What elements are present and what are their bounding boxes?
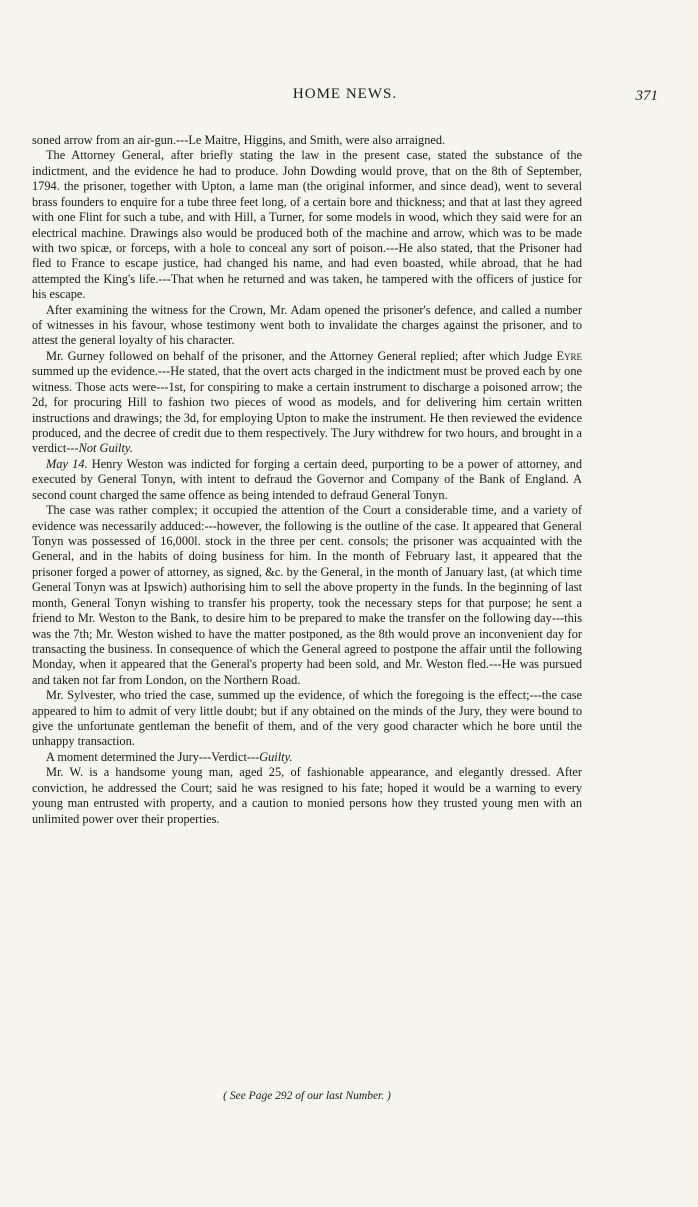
paragraph-1: soned arrow from an air-gun.---Le Maitre, Higgins, and Smith, were also arraigned.	[32, 133, 446, 147]
paragraph-4	[32, 349, 582, 457]
paragraph-4-part-2: summed up the evidence.---He stated, that the overt acts charged in the indictment must be proved each by one witness. Those acts were---1st, for conspiring to make a certain instrument to discharge a poisoned arrow; the 2d, for procuring Hill to fashion two pieces of wood as models, and for delivering him certain written instructions and drawings; the 3d, for employing Upton to make the instrument. He then reviewed the evidence produced, and the decree of credit due to them respectively. The Jury withdrew for two hours, and brought in a verdict---	[32, 364, 582, 456]
judge-name-small-caps: Eyre	[556, 348, 582, 363]
article-body	[32, 133, 582, 827]
paragraph-4-part-1: Mr. Gurney followed on behalf of the prisoner, and the Attorney General replied; after which Judge	[46, 348, 557, 363]
running-title: HOME NEWS.	[292, 86, 398, 102]
verdict-not-guilty: Not Guilty.	[78, 441, 133, 456]
paragraph-5	[32, 457, 582, 503]
date-lead: May 14.	[46, 456, 88, 471]
paragraph-8-text: A moment determined the Jury---Verdict---	[46, 749, 260, 764]
paragraph-6: The case was rather complex; it occupied the attention of the Court a considerable time, and a variety of evidence was necessarily adduced:---however, the following is the outline of the case. It appeared that General Tonyn was possessed of 16,000l. stock in the three per cent. consols; the prisoner was acquainted with the General, and in the habits of doing business for him. In the month of February last, it appeared that the prisoner forged a power of attorney, as signed, &c. by the General, in the month of January last, (at which time General Tonyn was at Ipswich) authorising him to sell the above property in the funds. In the beginning of last month, General Tonyn wishing to transfer his property, took the necessary steps for that purpose; he sent a friend to Mr. Weston to the Bank, to desire him to be prepared to make the transfer on the following day---this was the 7th; Mr. Weston wished to have the matter postponed, as the 8th would prove an inconvenient day for transacting the business. In consequence of which the General agreed to postpone the affair until the following Monday, when it appeared that the General's property had been sold, and Mr. Weston fled.---He was pursued and taken not far from London, on the Northern Road.	[32, 503, 582, 687]
running-head	[32, 84, 658, 106]
paragraph-3: After examining the witness for the Crown, Mr. Adam opened the prisoner's defence, and called a number of witnesses in his favour, whose testimony went both to invalidate the charges against the prisoner, and to attest the general loyalty of his character.	[32, 302, 582, 348]
paragraph-8	[32, 750, 582, 765]
footer-reference: ( See Page 292 of our last Number. )	[223, 1090, 391, 1102]
paragraph-7: Mr. Sylvester, who tried the case, summed up the evidence, of which the foregoing is the effect;---the case appeared to him to admit of very little doubt; but if any obtained on the minds of the Jury, they were bound to give the unfortunate gentleman the benefit of them, and of the very good character which he bore until the unhappy transaction.	[32, 688, 582, 749]
paragraph-2: The Attorney General, after briefly stating the law in the present case, stated the substance of the indictment, and the evidence he had to produce. John Dowding would prove, that on the 8th of September, 1794. the prisoner, together with Upton, a lame man (the original informer, and since dead), went to several brass founders to enquire for a tube three feet long, of a certain bore and thickness; and that at last they agreed with one Flint for such a tube, and with Hill, a Turner, for some models in wood, which they said were for an electrical machine. Drawings also would be produced both of the machine and arrow, which was to be made with two spicæ, or forceps, with a hole to conceal any sort of poison.---He also stated, that the Prisoner had fled to France to escape justice, had changed his name, and had even boasted, while abroad, that he had attempted the King's life.---That when he returned and was taken, he tampered with the officers of justice for his escape.	[32, 148, 582, 302]
paragraph-5-text: Henry Weston was indicted for forging a certain deed, purporting to be a power of attorney, and executed by General Tonyn, with intent to defraud the Governor and Company of the Bank of England. A second count charged the same offence as being intended to defraud General Tonyn.	[32, 456, 582, 502]
verdict-guilty: Guilty.	[259, 749, 293, 764]
page-number: 371	[635, 88, 658, 104]
paragraph-9: Mr. W. is a handsome young man, aged 25, of fashionable appearance, and elegantly dressed. After conviction, he addressed the Court; said he was resigned to his fate; hoped it would be a warning to every young man entrusted with property, and a caution to monied persons how they trusted young men with an unlimited power over their properties.	[32, 765, 582, 826]
